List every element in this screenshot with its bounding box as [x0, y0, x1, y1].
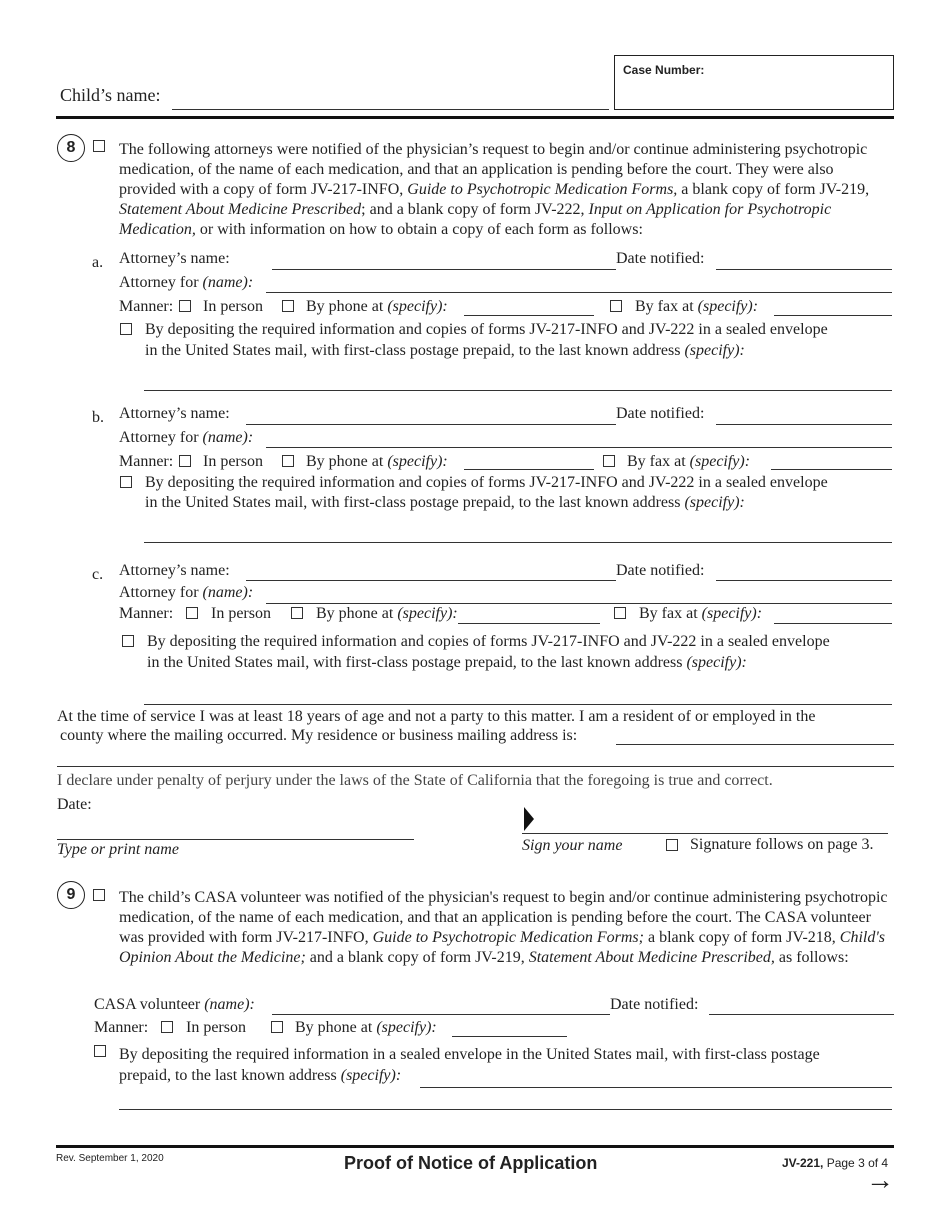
in-person-checkbox[interactable] — [186, 607, 198, 619]
date-notified-field[interactable] — [716, 269, 892, 270]
footer-rule — [56, 1145, 894, 1148]
attorney-name-label: Attorney’s name: — [119, 250, 230, 267]
mail-text-line2: in the United States mail, with first-class postage prepaid, to the last known address (specify): — [145, 494, 745, 511]
date-notified-field[interactable] — [716, 424, 892, 425]
date-notified-label: Date notified: — [616, 405, 705, 422]
attorney-name-field[interactable] — [246, 424, 616, 425]
mailing-address-field-2[interactable] — [57, 766, 894, 767]
by-phone-label: By phone at (specify): — [306, 453, 448, 470]
revision-date: Rev. September 1, 2020 — [56, 1153, 164, 1164]
date-notified-field[interactable] — [716, 580, 892, 581]
in-person-label: In person — [211, 605, 271, 622]
sign-arrow-icon — [522, 805, 536, 835]
mail-text-line2: prepaid, to the last known address (specify): — [119, 1067, 402, 1084]
mail-text-line2: in the United States mail, with first-class postage prepaid, to the last known address (specify): — [147, 654, 747, 671]
casa-volunteer-label: CASA volunteer (name): — [94, 996, 255, 1013]
date-notified-label: Date notified: — [610, 996, 699, 1013]
by-phone-label: By phone at (specify): — [306, 298, 448, 315]
attorney-for-label: Attorney for (name): — [119, 274, 254, 291]
date-notified-label: Date notified: — [616, 250, 705, 267]
by-fax-field[interactable] — [774, 315, 892, 316]
mail-address-field[interactable] — [144, 542, 892, 543]
in-person-checkbox[interactable] — [161, 1021, 173, 1033]
letter-b: b. — [92, 409, 104, 426]
declaration-text: I declare under penalty of perjury under the laws of the State of California that the foregoing is true and correct. — [57, 772, 773, 789]
by-phone-field[interactable] — [464, 469, 594, 470]
in-person-label: In person — [203, 453, 263, 470]
by-fax-label: By fax at (specify): — [627, 453, 751, 470]
child-name-label: Child’s name: — [60, 85, 161, 105]
in-person-label: In person — [203, 298, 263, 315]
by-fax-field[interactable] — [771, 469, 892, 470]
by-fax-checkbox[interactable] — [610, 300, 622, 312]
item-9-number: 9 — [57, 881, 85, 909]
by-phone-checkbox[interactable] — [291, 607, 303, 619]
mail-checkbox[interactable] — [120, 476, 132, 488]
attorney-for-field[interactable] — [266, 447, 892, 448]
mail-text-line1: By depositing the required information in a sealed envelope in the United States mail, with first-class postage — [119, 1046, 820, 1063]
attorney-name-label: Attorney’s name: — [119, 562, 230, 579]
signature-field[interactable] — [522, 833, 888, 834]
mail-address-field-2[interactable] — [119, 1109, 892, 1110]
child-name-field[interactable] — [172, 109, 609, 110]
mail-address-field[interactable] — [420, 1087, 892, 1088]
item-9-checkbox[interactable] — [93, 889, 105, 901]
by-phone-field[interactable] — [464, 315, 594, 316]
form-page-info: JV-221, Page 3 of 4 — [782, 1156, 889, 1170]
type-name-label: Type or print name — [57, 841, 179, 858]
mail-address-field[interactable] — [144, 390, 892, 391]
letter-a: a. — [92, 254, 104, 271]
mail-checkbox[interactable] — [94, 1045, 106, 1057]
attorney-for-field[interactable] — [266, 292, 892, 293]
manner-label: Manner: — [94, 1019, 149, 1036]
attorney-name-label: Attorney’s name: — [119, 405, 230, 422]
attorney-name-field[interactable] — [246, 580, 616, 581]
header-rule — [56, 116, 894, 119]
by-phone-checkbox[interactable] — [271, 1021, 283, 1033]
mail-text-line2: in the United States mail, with first-class postage prepaid, to the last known address (specify): — [145, 342, 745, 359]
in-person-checkbox[interactable] — [179, 300, 191, 312]
letter-c: c. — [92, 566, 104, 583]
by-fax-label: By fax at (specify): — [635, 298, 759, 315]
mailing-address-field[interactable] — [616, 744, 894, 745]
case-number-box[interactable] — [614, 55, 894, 110]
service-statement-line2: county where the mailing occurred. My residence or business mailing address is: — [60, 727, 578, 744]
attorney-for-label: Attorney for (name): — [119, 429, 254, 446]
signature-follows-checkbox[interactable] — [666, 839, 678, 851]
item-9-paragraph: The child’s CASA volunteer was notified of the physician's request to begin and/or continue administering psychotropic medication, of the name of each medication, and that an application is pending before the court. The CASA volunteer was provided with form JV-217-INFO, Guide to Psychotropic Medication Forms; a blank copy of form JV-218, Child's Opinion About the Medicine; and a blank copy of form JV-219, Statement About Medicine Prescribed, as follows: — [119, 889, 888, 966]
attorney-name-field[interactable] — [272, 269, 616, 270]
by-fax-checkbox[interactable] — [614, 607, 626, 619]
casa-volunteer-field[interactable] — [272, 1014, 610, 1015]
by-fax-checkbox[interactable] — [603, 455, 615, 467]
date-notified-field[interactable] — [709, 1014, 894, 1015]
mail-text-line1: By depositing the required information and copies of forms JV-217-INFO and JV-222 in a sealed envelope — [147, 633, 830, 650]
by-fax-label: By fax at (specify): — [639, 605, 763, 622]
manner-label: Manner: — [119, 298, 174, 315]
by-phone-checkbox[interactable] — [282, 455, 294, 467]
service-statement-line1: At the time of service I was at least 18 years of age and not a party to this matter. I am a resident of or employed in the — [57, 708, 816, 725]
by-phone-field[interactable] — [458, 623, 600, 624]
mail-text-line1: By depositing the required information and copies of forms JV-217-INFO and JV-222 in a sealed envelope — [145, 474, 828, 491]
by-phone-label: By phone at (specify): — [295, 1019, 437, 1036]
mail-checkbox[interactable] — [122, 635, 134, 647]
date-notified-label: Date notified: — [616, 562, 705, 579]
item-8-paragraph: The following attorneys were notified of the physician’s request to begin and/or continue administering psychotropic medication, of the name of each medication, and that an application is pending before the court. They were also provided with a copy of form JV-217-INFO, Guide to Psychotropic Medication Forms, a blank copy of form JV-219, Statement About Medicine Prescribed; and a blank copy of form JV-222, Input on Application for Psychotropic Medication, or with information on how to obtain a copy of each form as follows: — [119, 141, 870, 238]
in-person-label: In person — [186, 1019, 246, 1036]
case-number-label: Case Number: — [623, 63, 705, 77]
form-title: Proof of Notice of Application — [344, 1153, 598, 1173]
next-page-arrow-icon[interactable]: → — [866, 1165, 894, 1196]
item-8-number: 8 — [57, 134, 85, 162]
in-person-checkbox[interactable] — [179, 455, 191, 467]
manner-label: Manner: — [119, 453, 174, 470]
attorney-for-label: Attorney for (name): — [119, 584, 254, 601]
mail-checkbox[interactable] — [120, 323, 132, 335]
by-fax-field[interactable] — [774, 623, 892, 624]
by-phone-label: By phone at (specify): — [316, 605, 458, 622]
signature-follows-label: Signature follows on page 3. — [690, 836, 874, 853]
mail-text-line1: By depositing the required information and copies of forms JV-217-INFO and JV-222 in a sealed envelope — [145, 321, 828, 338]
manner-label: Manner: — [119, 605, 174, 622]
by-phone-field[interactable] — [452, 1036, 567, 1037]
by-phone-checkbox[interactable] — [282, 300, 294, 312]
item-8-checkbox[interactable] — [93, 140, 105, 152]
mail-address-field[interactable] — [144, 704, 892, 705]
date-label: Date: — [57, 796, 92, 813]
sign-name-label: Sign your name — [522, 837, 623, 854]
